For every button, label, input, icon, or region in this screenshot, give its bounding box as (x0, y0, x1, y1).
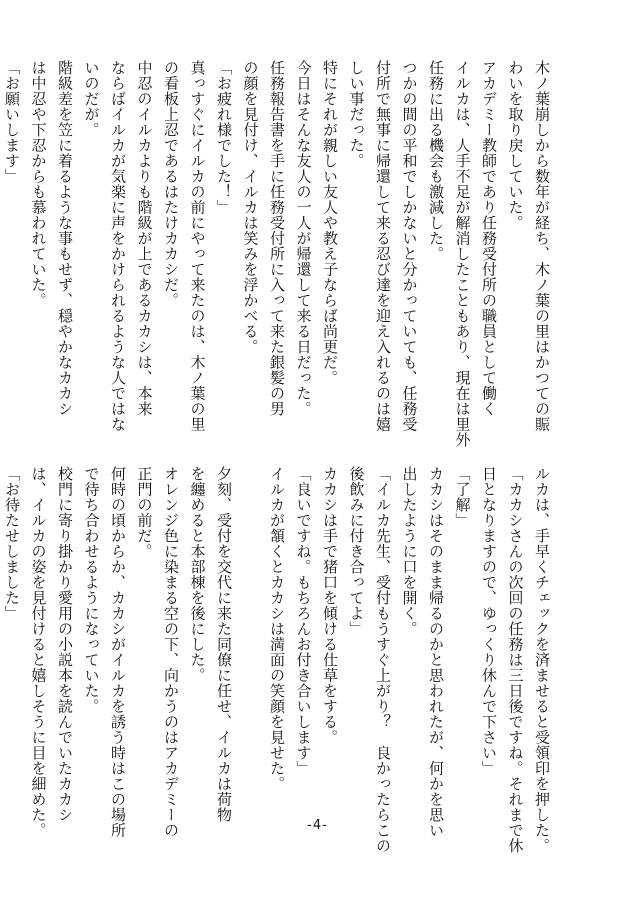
text-line: 中忍のイルカよりも階級が上であるカカシは、本来 (135, 60, 154, 417)
text-line: の顔を見付け、イルカは笑みを浮かべる。 (241, 60, 260, 355)
text-line: 何時の頃からか、カカシがイルカを誘う時はこの場所 (109, 466, 127, 838)
text-line: 日となりますので、ゆっくり休んで下さい」 (480, 466, 498, 776)
text-line: 階級差を笠に着るような事もせず、穏やかなカカシ (56, 60, 74, 417)
text-line: 今日はそんな友人の一人が帰還して来る日だった。 (294, 60, 313, 417)
text-line: 夕刻、受付を交代に来た同僚に任せ、イルカは荷物 (215, 466, 233, 823)
text-block-bottom (3, 466, 555, 854)
text-line: 「良いですね。もちろんお付き合いします」 (294, 466, 313, 776)
text-line: オレンジ色に染まる空の下、向かうのはアカデミーの (162, 466, 180, 838)
text-line: アカデミー教師であり任務受付所の職員として働く (480, 60, 498, 417)
text-line: ルカは、手早くチェックを済ませると受領印を押した。 (533, 466, 551, 854)
text-line: 「了解」 (453, 466, 472, 528)
text-line: 「お疲れ様でした！」 (215, 60, 233, 215)
text-line: 付所で無事に帰還して来る忍び達を迎え入れるのは嬉 (374, 60, 392, 432)
text-line: 任務報告書を手に任務受付所に入って来た銀髪の男 (268, 60, 286, 417)
text-line: 「イルカ先生、受付もうすぐ上がり？ 良かったらこの (374, 466, 392, 854)
text-line: カカシは手で猪口を傾ける仕草をする。 (321, 466, 339, 745)
text-line: いのだが。 (82, 60, 101, 138)
text-line: 真っすぐにイルカの前にやって来たのは、木ノ葉の里 (188, 60, 207, 432)
text-line: しい事だった。 (347, 60, 366, 169)
text-line: イルカは、人手不足が解消したこともあり、現在は里外 (453, 60, 472, 448)
text-line: 特にそれが親しい友人や教え子ならば尚更だ。 (321, 60, 339, 386)
page-number: -4- (307, 818, 328, 833)
text-line: の看板上忍であるはたけカカシだ。 (162, 60, 180, 308)
text-line: で待ち合わせるようになっていた。 (82, 466, 101, 714)
text-line: ならばイルカが気楽に声をかけられるような人ではな (109, 60, 127, 432)
text-line: は、イルカの姿を見付けると嬉しそうに目を細めた。 (29, 466, 48, 838)
text-line: 出したように口を開く。 (400, 466, 419, 637)
text-line: つかの間の平和でしかないと分かっていても、任務受 (400, 60, 419, 432)
text-block-top (3, 60, 555, 448)
text-line: 「お願いします」 (3, 60, 21, 184)
text-line (237, 466, 264, 814)
text-line: カカシはそのまま帰るのかと思われたが、何かを思い (427, 466, 445, 838)
text-line: 「カカシさんの次回の任務は三日後ですね。それまで休 (506, 466, 525, 854)
text-line: 後飲みに付き合ってよ」 (347, 466, 366, 637)
text-line: 校門に寄り掛かり愛用の小説本を読んでいたカカシ (56, 466, 74, 823)
text-line: 正門の前だ。 (135, 466, 154, 559)
text-line: 木ノ葉崩しから数年が経ち、木ノ葉の里はかつての賑 (533, 60, 551, 432)
text-line: イルカが頷くとカカシは満面の笑顔を見せた。 (268, 466, 286, 792)
text-line: わいを取り戻していた。 (506, 60, 525, 231)
text-line: 任務に出る機会も激減した。 (427, 60, 445, 262)
text-line: を纏めると本部棟を後にした。 (188, 466, 207, 683)
text-line: 「お待たせしました」 (3, 466, 21, 621)
text-line: は中忍や下忍からも慕われていた。 (29, 60, 48, 308)
